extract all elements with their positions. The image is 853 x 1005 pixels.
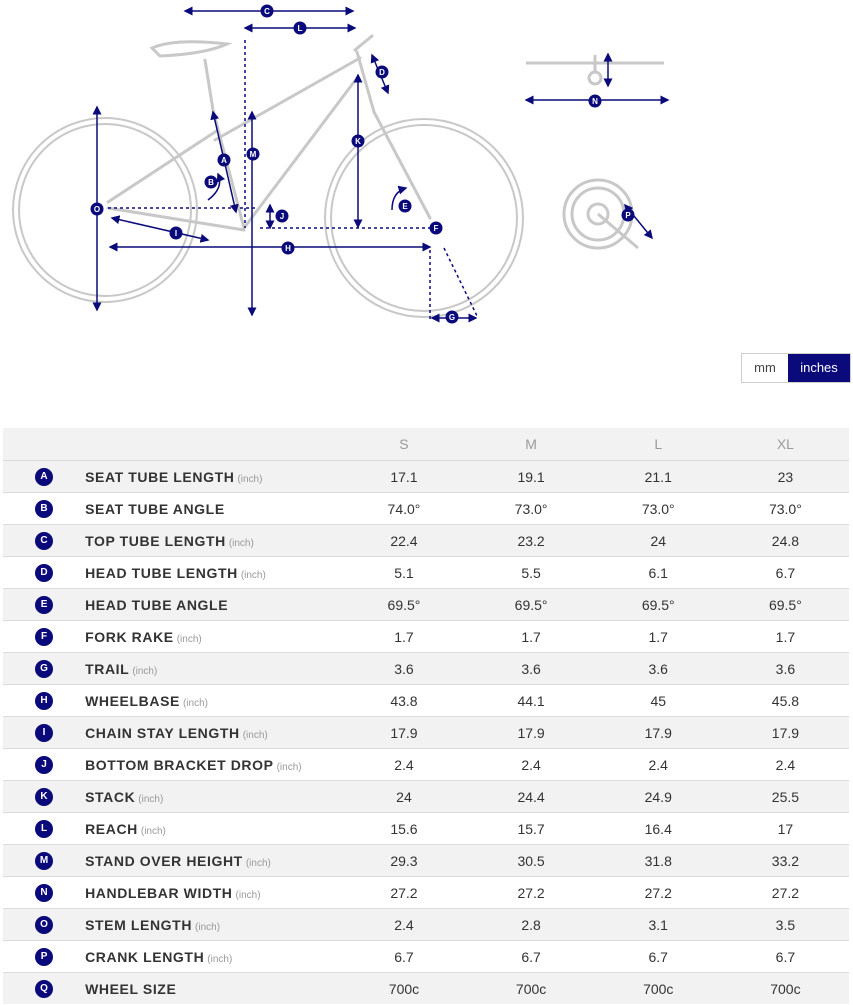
value-cell-l: 27.2 (595, 877, 722, 909)
dimension-label: STACK (85, 788, 136, 805)
dimension-label: SEAT TUBE LENGTH (85, 468, 235, 485)
dimension-label-cell (85, 717, 340, 749)
value-cell-l: 17.9 (595, 717, 722, 749)
value-cell-l: 700c (595, 973, 722, 1005)
value-cell-s: 700c (340, 973, 467, 1005)
marker-letter: N (592, 97, 598, 107)
diagram-marker-d (376, 66, 389, 79)
header-label-col (85, 428, 340, 461)
value-cell-s: 17.1 (340, 461, 467, 493)
dimension-unit: (inch) (182, 697, 208, 709)
value-cell-m: 1.7 (468, 621, 595, 653)
marker-letter: P (625, 211, 631, 221)
table-row (3, 845, 849, 877)
marker-letter: G (448, 313, 456, 323)
diagram-marker-g (446, 311, 459, 324)
value-cell-m: 30.5 (468, 845, 595, 877)
dimension-key-badge: L (35, 820, 53, 838)
row-badge-cell (3, 941, 85, 973)
value-cell-l: 31.8 (595, 845, 722, 877)
dimension-label: SEAT TUBE ANGLE (85, 500, 225, 517)
table-row (3, 781, 849, 813)
row-badge-cell (3, 653, 85, 685)
row-badge-cell (3, 685, 85, 717)
value-cell-s: 17.9 (340, 717, 467, 749)
row-badge-cell (3, 557, 85, 589)
marker-letter: I (174, 229, 178, 239)
front-wheel (325, 119, 523, 317)
value-cell-l: 1.7 (595, 621, 722, 653)
marker-letter: M (249, 150, 257, 160)
dimension-label: TOP TUBE LENGTH (85, 532, 226, 549)
dimension-key-badge: B (35, 500, 53, 518)
dimension-key-badge: A (35, 468, 53, 486)
dimension-key-badge: G (35, 660, 53, 678)
dimension-label-cell (85, 781, 340, 813)
value-cell-xl: 6.7 (722, 941, 849, 973)
value-cell-s: 69.5° (340, 589, 467, 621)
dimension-label-cell (85, 525, 340, 557)
diagram-marker-o (91, 203, 104, 216)
diagram-marker-b (205, 176, 218, 189)
size-header-l: L (595, 428, 722, 461)
value-cell-s: 2.4 (340, 749, 467, 781)
dimension-label: STAND OVER HEIGHT (85, 852, 243, 869)
marker-letter: F (433, 224, 439, 234)
dimension-label-cell (85, 589, 340, 621)
dimension-unit: (inch) (242, 729, 268, 741)
value-cell-xl: 27.2 (722, 877, 849, 909)
value-cell-s: 15.6 (340, 813, 467, 845)
row-badge-cell (3, 749, 85, 781)
dimension-label-cell (85, 813, 340, 845)
marker-letter: H (285, 244, 291, 254)
row-badge-cell (3, 589, 85, 621)
dimension-key-badge: F (35, 628, 53, 646)
value-cell-m: 17.9 (468, 717, 595, 749)
value-cell-l: 24.9 (595, 781, 722, 813)
value-cell-m: 5.5 (468, 557, 595, 589)
value-cell-xl: 69.5° (722, 589, 849, 621)
value-cell-m: 44.1 (468, 685, 595, 717)
dimension-key-badge: Q (35, 980, 53, 998)
handlebar-view (526, 55, 664, 84)
table-row (3, 621, 849, 653)
dimension-unit: (inch) (176, 633, 202, 645)
dimension-unit: (inch) (195, 921, 221, 933)
marker-letter: L (297, 24, 303, 34)
value-cell-m: 19.1 (468, 461, 595, 493)
diagram-marker-j (276, 210, 289, 223)
dimension-key-badge: C (35, 532, 53, 550)
dimension-label-cell (85, 557, 340, 589)
marker-letter: D (379, 68, 385, 78)
dimension-label: CRANK LENGTH (85, 948, 205, 965)
value-cell-m: 6.7 (468, 941, 595, 973)
value-cell-s: 3.6 (340, 653, 467, 685)
row-badge-cell (3, 813, 85, 845)
dimension-key-badge: P (35, 948, 53, 966)
value-cell-xl: 45.8 (722, 685, 849, 717)
value-cell-l: 2.4 (595, 749, 722, 781)
dimension-key-badge: N (35, 884, 53, 902)
value-cell-m: 73.0° (468, 493, 595, 525)
marker-letter: C (264, 7, 270, 17)
value-cell-xl: 6.7 (722, 557, 849, 589)
table-row (3, 493, 849, 525)
value-cell-l: 45 (595, 685, 722, 717)
dimension-key-badge: O (35, 916, 53, 934)
value-cell-m: 15.7 (468, 813, 595, 845)
table-row (3, 973, 849, 1005)
value-cell-l: 73.0° (595, 493, 722, 525)
value-cell-l: 69.5° (595, 589, 722, 621)
value-cell-xl: 17.9 (722, 717, 849, 749)
dimension-label-cell (85, 653, 340, 685)
dimension-unit: (inch) (138, 793, 164, 805)
unit-toggle (741, 353, 851, 383)
dimension-label: HEAD TUBE LENGTH (85, 564, 238, 581)
dimension-label-cell (85, 909, 340, 941)
table-row (3, 877, 849, 909)
value-cell-xl: 33.2 (722, 845, 849, 877)
value-cell-m: 700c (468, 973, 595, 1005)
table-row (3, 717, 849, 749)
value-cell-s: 22.4 (340, 525, 467, 557)
table-row (3, 525, 849, 557)
value-cell-s: 2.4 (340, 909, 467, 941)
value-cell-xl: 1.7 (722, 621, 849, 653)
row-badge-cell (3, 461, 85, 493)
value-cell-m: 27.2 (468, 877, 595, 909)
diagram-marker-i (170, 227, 183, 240)
dimension-unit: (inch) (235, 889, 261, 901)
dimension-key-badge: M (35, 852, 53, 870)
value-cell-l: 21.1 (595, 461, 722, 493)
dimension-key-badge: H (35, 692, 53, 710)
dimension-unit: (inch) (132, 665, 158, 677)
row-badge-cell (3, 621, 85, 653)
table-row (3, 461, 849, 493)
table-row (3, 909, 849, 941)
marker-letter: A (221, 156, 227, 166)
dimension-unit: (inch) (245, 857, 271, 869)
diagram-marker-e (399, 200, 412, 213)
dimension-label: TRAIL (85, 660, 130, 677)
dimension-label: CHAIN STAY LENGTH (85, 724, 240, 741)
table-header-row (3, 428, 849, 461)
rear-wheel (13, 118, 197, 302)
value-cell-l: 3.1 (595, 909, 722, 941)
value-cell-m: 3.6 (468, 653, 595, 685)
dimension-label-cell (85, 461, 340, 493)
value-cell-xl: 73.0° (722, 493, 849, 525)
value-cell-xl: 24.8 (722, 525, 849, 557)
size-header-xl: XL (722, 428, 849, 461)
size-header-s: S (340, 428, 467, 461)
dimension-label-cell (85, 973, 340, 1005)
value-cell-xl: 17 (722, 813, 849, 845)
inches-button[interactable]: inches (788, 354, 850, 382)
value-cell-s: 43.8 (340, 685, 467, 717)
dimension-unit: (inch) (207, 953, 233, 965)
size-header-m: M (468, 428, 595, 461)
value-cell-m: 23.2 (468, 525, 595, 557)
marker-letter: B (208, 178, 214, 188)
geometry-table (3, 428, 849, 1004)
dimension-label-cell (85, 845, 340, 877)
value-cell-l: 16.4 (595, 813, 722, 845)
dimension-key-badge: D (35, 564, 53, 582)
table-row (3, 813, 849, 845)
diagram-marker-c (261, 5, 274, 18)
dimension-key-badge: E (35, 596, 53, 614)
dimension-unit: (inch) (237, 473, 263, 485)
dimension-label: WHEEL SIZE (85, 980, 177, 997)
table-row (3, 749, 849, 781)
value-cell-l: 3.6 (595, 653, 722, 685)
dimension-unit: (inch) (228, 537, 254, 549)
value-cell-l: 24 (595, 525, 722, 557)
diagram-marker-p (622, 209, 635, 222)
value-cell-s: 1.7 (340, 621, 467, 653)
value-cell-m: 24.4 (468, 781, 595, 813)
value-cell-s: 6.7 (340, 941, 467, 973)
value-cell-s: 29.3 (340, 845, 467, 877)
dimension-label: WHEELBASE (85, 692, 180, 709)
diagram-marker-n (589, 95, 602, 108)
marker-letter: J (279, 212, 285, 222)
value-cell-xl: 23 (722, 461, 849, 493)
dimension-key-badge: J (35, 756, 53, 774)
dimension-label: HEAD TUBE ANGLE (85, 596, 229, 613)
table-row (3, 685, 849, 717)
value-cell-xl: 3.5 (722, 909, 849, 941)
dimension-label: STEM LENGTH (85, 916, 193, 933)
dimension-unit: (inch) (140, 825, 166, 837)
row-badge-cell (3, 781, 85, 813)
dimension-label: REACH (85, 820, 138, 837)
value-cell-l: 6.7 (595, 941, 722, 973)
diagram-marker-h (282, 242, 295, 255)
diagram-marker-k (352, 135, 365, 148)
row-badge-cell (3, 973, 85, 1005)
dimension-key-badge: I (35, 724, 53, 742)
value-cell-m: 2.8 (468, 909, 595, 941)
value-cell-xl: 700c (722, 973, 849, 1005)
value-cell-l: 6.1 (595, 557, 722, 589)
dimension-label: BOTTOM BRACKET DROP (85, 756, 274, 773)
row-badge-cell (3, 909, 85, 941)
value-cell-xl: 2.4 (722, 749, 849, 781)
value-cell-m: 69.5° (468, 589, 595, 621)
value-cell-s: 27.2 (340, 877, 467, 909)
table-row (3, 589, 849, 621)
dimension-markers (91, 5, 635, 324)
dimension-label-cell (85, 685, 340, 717)
header-badge-col (3, 428, 85, 461)
table-row (3, 557, 849, 589)
value-cell-s: 5.1 (340, 557, 467, 589)
dimension-unit: (inch) (240, 569, 266, 581)
dimension-unit: (inch) (276, 761, 302, 773)
row-badge-cell (3, 845, 85, 877)
diagram-marker-a (218, 154, 231, 167)
table-row (3, 653, 849, 685)
marker-letter: O (93, 205, 101, 215)
mm-button[interactable]: mm (742, 354, 788, 382)
dimension-label-cell (85, 493, 340, 525)
dimension-label-cell (85, 749, 340, 781)
bike-geometry-diagram (0, 0, 853, 340)
diagram-marker-f (430, 222, 443, 235)
dimension-key-badge: K (35, 788, 53, 806)
row-badge-cell (3, 525, 85, 557)
marker-letter: K (355, 137, 361, 147)
row-badge-cell (3, 717, 85, 749)
value-cell-xl: 25.5 (722, 781, 849, 813)
row-badge-cell (3, 493, 85, 525)
value-cell-xl: 3.6 (722, 653, 849, 685)
dimension-label: FORK RAKE (85, 628, 174, 645)
dimension-label-cell (85, 941, 340, 973)
marker-letter: E (402, 202, 408, 212)
dimension-lines (97, 11, 668, 323)
dimension-label-cell (85, 621, 340, 653)
row-badge-cell (3, 877, 85, 909)
diagram-marker-m (247, 148, 260, 161)
dimension-label-cell (85, 877, 340, 909)
dimension-label: HANDLEBAR WIDTH (85, 884, 233, 901)
value-cell-s: 24 (340, 781, 467, 813)
value-cell-m: 2.4 (468, 749, 595, 781)
diagram-marker-l (294, 22, 307, 35)
value-cell-s: 74.0° (340, 493, 467, 525)
table-row (3, 941, 849, 973)
